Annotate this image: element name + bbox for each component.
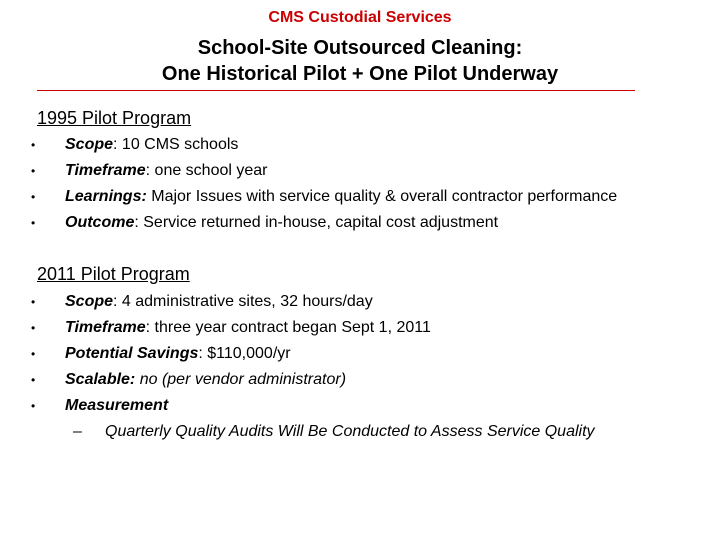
item-separator: : [134, 214, 139, 231]
list-item [31, 210, 617, 236]
item-text: 10 CMS schools [117, 136, 239, 153]
item-label: Potential Savings [65, 345, 199, 362]
bullet-icon: • [31, 138, 36, 152]
kicker-title: CMS Custodial Services [268, 9, 452, 26]
sub-item-text: Quarterly Quality Audits Will Be Conducted to Assess Service Quality [105, 423, 595, 440]
list-item [31, 341, 595, 367]
item-label: Scope [65, 293, 114, 310]
list-item [31, 289, 595, 315]
bullet-icon: • [31, 164, 36, 178]
title-line-2: One Historical Pilot + One Pilot Underway [161, 63, 559, 85]
slide-title [0, 35, 720, 87]
bullet-icon: • [31, 190, 36, 204]
item-label: Timeframe [65, 162, 146, 179]
sub-list-item [31, 419, 595, 445]
bullet-icon: • [31, 399, 36, 413]
item-separator: : [145, 162, 151, 179]
bullet-icon: • [31, 373, 36, 387]
list-item [31, 158, 617, 184]
item-separator: : [198, 345, 203, 362]
list-1995-pilot [31, 132, 617, 236]
item-separator: : [113, 136, 118, 153]
item-text: one school year [150, 162, 268, 179]
item-text: Service returned in-house, capital cost adjustment [138, 214, 499, 231]
heading-1995-pilot: 1995 Pilot Program [37, 108, 192, 128]
item-label: Learnings: [65, 188, 147, 205]
bullet-icon: • [31, 347, 36, 361]
bullet-icon: • [31, 295, 36, 309]
item-label: Measurement [65, 397, 169, 414]
list-item [31, 132, 617, 158]
item-text: no (per vendor administrator) [135, 371, 347, 388]
title-divider [37, 90, 635, 91]
list-item [31, 184, 617, 210]
item-label: Outcome [65, 214, 135, 231]
list-item [31, 367, 595, 393]
heading-2011-pilot: 2011 Pilot Program [37, 264, 190, 284]
title-line-1: School-Site Outsourced Cleaning: [197, 37, 523, 59]
list-item [31, 315, 595, 341]
list-2011-pilot [31, 289, 595, 445]
item-text: $110,000/yr [202, 345, 291, 362]
item-label: Timeframe [65, 319, 146, 336]
item-text: 4 administrative sites, 32 hours/day [117, 293, 373, 310]
item-separator: : [113, 293, 118, 310]
bullet-icon: • [31, 216, 36, 230]
list-item [31, 393, 595, 419]
dash-icon: – [73, 423, 82, 440]
item-text: Major Issues with service quality & overall contractor performance [146, 188, 618, 205]
item-label: Scope [65, 136, 114, 153]
item-text: three year contract began Sept 1, 2011 [150, 319, 431, 336]
bullet-icon: • [31, 321, 36, 335]
item-label: Scalable: [65, 371, 136, 388]
item-separator: : [145, 319, 151, 336]
